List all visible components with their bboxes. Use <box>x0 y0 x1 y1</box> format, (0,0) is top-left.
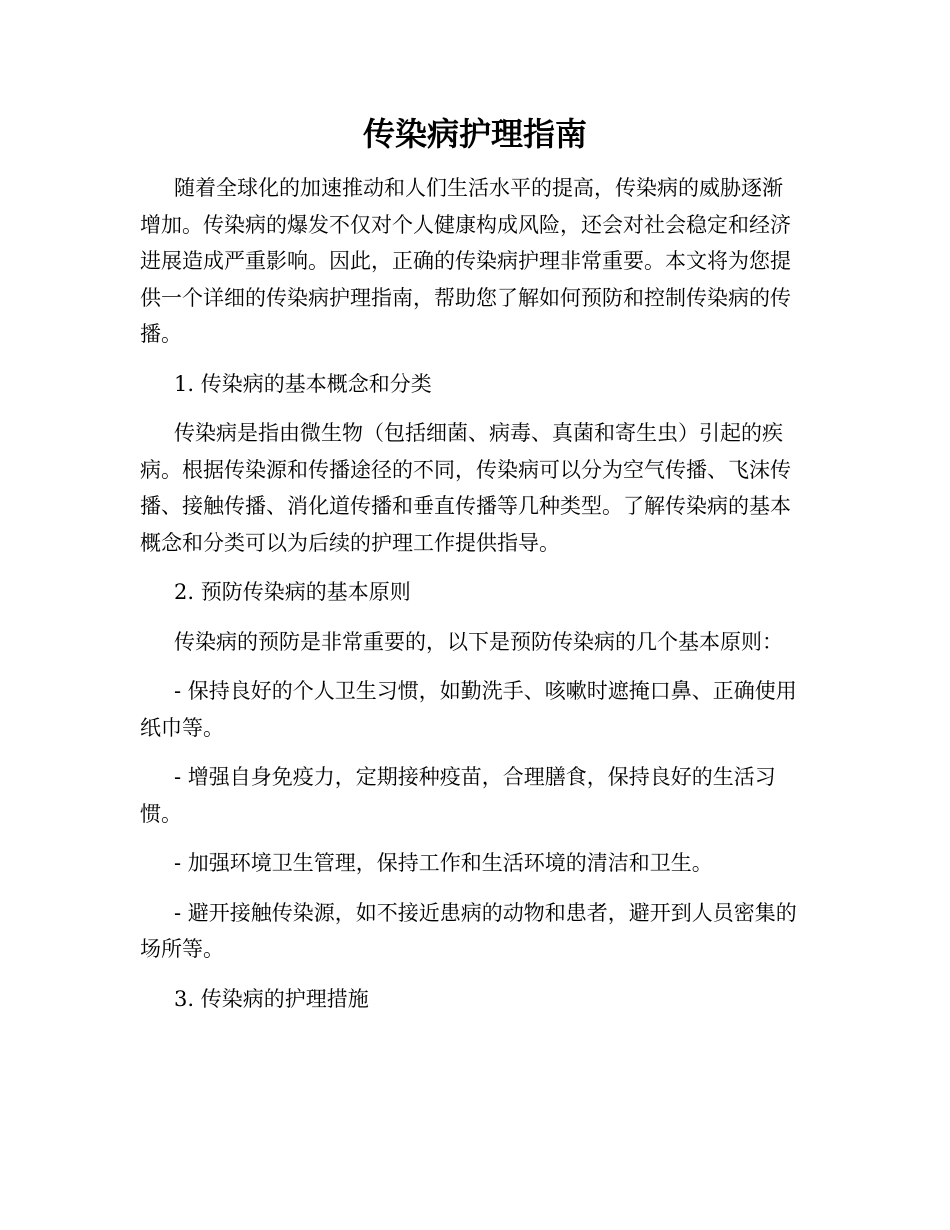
list-item: - 加强环境卫生管理，保持工作和生活环境的清洁和卫生。 <box>174 851 713 875</box>
section-heading-1: 1. 传染病的基本概念和分类 <box>174 371 432 396</box>
intro-paragraph: 随着全球化的加速推动和人们生活水平的提高，传染病的威胁逐渐增加。传染病的爆发不仅对个人健康构成风险，还会对社会稳定和经济进展造成严重影响。因此，正确的传染病护理非常重要。本文将为您提供一个详细的传染病护理指南，帮助您了解如何预防和控制传染病的传播。 <box>140 176 791 346</box>
list-item: - 避开接触传染源，如不接近患病的动物和患者，避开到人员密集的场所等。 <box>140 900 797 961</box>
list-item: - 保持良好的个人卫生习惯，如勤洗手、咳嗽时遮掩口鼻、正确使用纸巾等。 <box>140 679 797 740</box>
document-title: 传染病护理指南 <box>362 115 587 153</box>
section-heading-3: 3. 传染病的护理措施 <box>174 986 369 1011</box>
body-paragraph: 传染病是指由微生物（包括细菌、病毒、真菌和寄生虫）引起的疾病。根据传染源和传播途径的不同，传染病可以分为空气传播、飞沫传播、接触传播、消化道传播和垂直传播等几种类型。了解传染病的基本概念和分类可以为后续的护理工作提供指导。 <box>140 421 791 555</box>
list-item: - 增强自身免疫力，定期接种疫苗，合理膳食，保持良好的生活习惯。 <box>140 765 776 826</box>
body-paragraph: 传染病的预防是非常重要的，以下是预防传染病的几个基本原则： <box>174 629 783 654</box>
section-heading-2: 2. 预防传染病的基本原则 <box>174 580 411 604</box>
document-body <box>140 170 800 1030</box>
